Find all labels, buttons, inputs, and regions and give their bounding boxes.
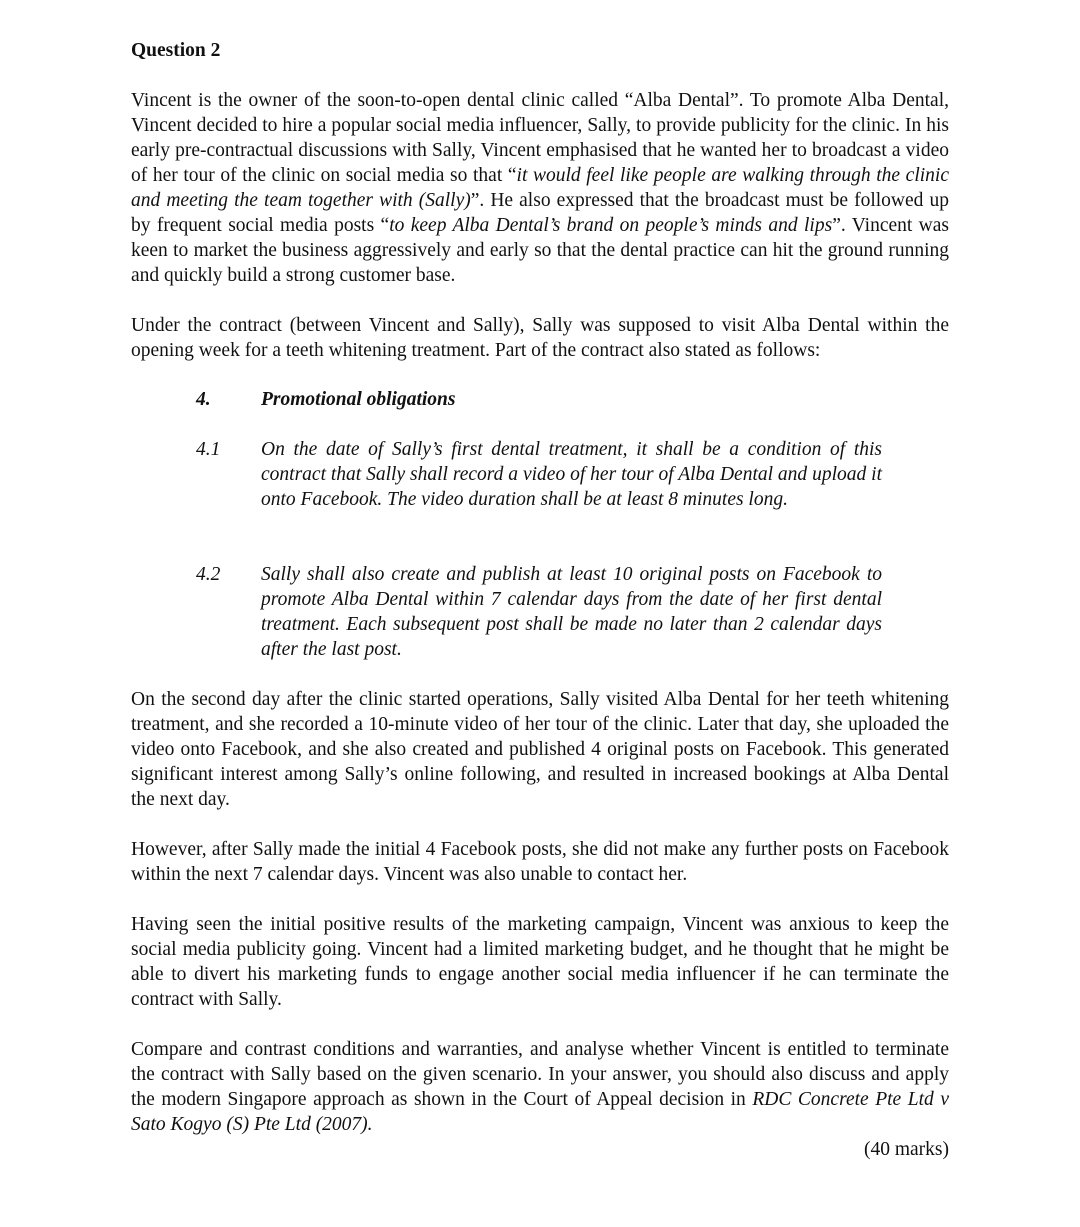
question-page	[131, 38, 949, 1162]
scenario-paragraph-4: However, after Sally made the initial 4 Facebook posts, she did not make any further posts on Facebook within the next 7 calendar days. Vincent was also unable to contact her.	[131, 839, 949, 885]
clause-4	[131, 387, 949, 412]
clause-4-1-text: On the date of Sally’s first dental treatment, it shall be a condition of this contract that Sally shall record a video of her tour of Alba Dental and upload it onto Facebook. The video duration shall be at least 8 minutes long.	[261, 439, 882, 510]
para1-text-2: ”. He also expressed that the broadcast must be followed up by frequent social media posts “	[131, 190, 949, 236]
para1-text-3: ”. Vincent was keen to market the business aggressively and early so that the dental practice can hit the ground running and quickly build a strong customer base.	[131, 215, 949, 286]
clause-4-heading: Promotional obligations	[261, 389, 456, 410]
marks-allocation: (40 marks)	[863, 1139, 949, 1160]
question-title: Question 2	[131, 40, 221, 61]
clause-4-2-number: 4.2	[196, 564, 221, 585]
scenario-paragraph-3: On the second day after the clinic started operations, Sally visited Alba Dental for her teeth whitening treatment, and she recorded a 10-minute video of her tour of the clinic. Later that day, she uploaded the video onto Facebook, and she also created and published 4 original posts on Facebook. This generated significant interest among Sally’s online following, and resulted in increased bookings at Alba Dental the next day.	[131, 689, 949, 810]
clause-4-1	[131, 437, 949, 537]
clause-4-1-number: 4.1	[196, 439, 221, 460]
scenario-paragraph-2: Under the contract (between Vincent and Sally), Sally was supposed to visit Alba Dental within the opening week for a teeth whitening treatment. Part of the contract also stated as follows:	[131, 315, 949, 361]
case-citation: RDC Concrete Pte Ltd v Sato Kogyo (S) Pte Ltd (2007).	[131, 1089, 949, 1135]
clause-4-2	[131, 562, 949, 662]
para1-quote-2: to keep Alba Dental’s brand on people’s minds and lips	[389, 215, 833, 236]
scenario-paragraph-5: Having seen the initial positive results of the marketing campaign, Vincent was anxious to keep the social media publicity going. Vincent had a limited marketing budget, and he thought that he might be able to divert his marketing funds to engage another social media influencer if he can terminate the contract with Sally.	[131, 914, 949, 1010]
clause-4-number: 4.	[196, 389, 211, 410]
prompt-text: Compare and contrast conditions and warranties, and analyse whether Vincent is entitled to terminate the contract with Sally based on the given scenario. In your answer, you should also discuss and apply the modern Singapore approach as shown in the Court of Appeal decision in	[131, 1039, 949, 1110]
para1-text-1: Vincent is the owner of the soon-to-open dental clinic called “Alba Dental”. To promote Alba Dental, Vincent decided to hire a popular social media influencer, Sally, to provide publicity for the clinic. In his early pre-contractual discussions with Sally, Vincent emphasised that he wanted her to broadcast a video of her tour of the clinic on social media so that “	[131, 90, 949, 186]
para1-quote-1: it would feel like people are walking through the clinic and meeting the team together with (Sally)	[131, 165, 949, 211]
question-prompt	[131, 1037, 949, 1137]
clause-4-2-text: Sally shall also create and publish at least 10 original posts on Facebook to promote Alba Dental within 7 calendar days from the date of her first dental treatment. Each subsequent post shall be made no later than 2 calendar days after the last post.	[261, 564, 882, 660]
scenario-paragraph-1	[131, 88, 949, 288]
